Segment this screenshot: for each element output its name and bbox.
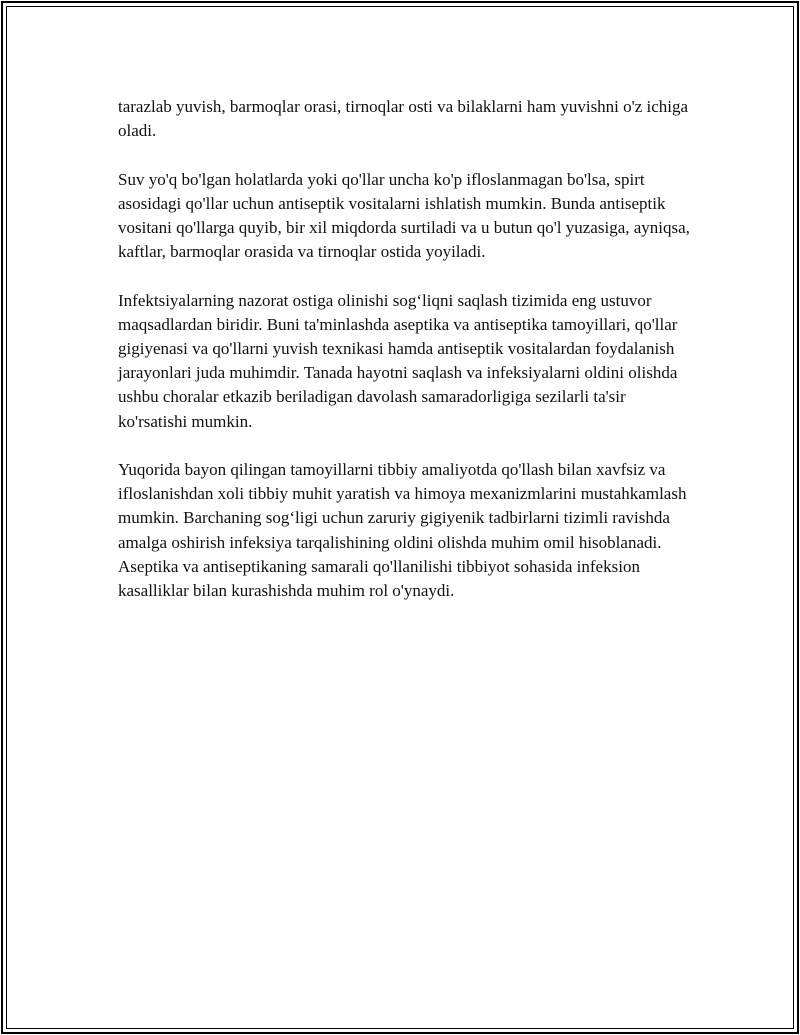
paragraph-handwashing-continuation: tarazlab yuvish, barmoqlar orasi, tirnoqlar osti va bilaklarni ham yuvishni o'z ichiga oladi.	[118, 97, 689, 141]
paragraph-conclusion: Yuqorida bayon qilingan tamoyillarni tibbiy amaliyotda qo'llash bilan xavfsiz va ifloslanishdan xoli tibbiy muhit yaratish va himoya mexanizmlarini mustahkamlash mumkin. Barchaning sog‘ligi uchun zaruriy gigiyenik tadbirlarni tizimli ravishda amalga oshirish infeksiya tarqalishining oldini olishda muhim omil hisoblanadi. Aseptika va antiseptikaning samarali qo'llanilishi tibbiyot sohasida infeksion kasalliklar bilan kurashishda muhim rol o'ynaydi.	[118, 460, 687, 601]
paragraph-infection-control: Infektsiyalarning nazorat ostiga olinishi sog‘liqni saqlash tizimida eng ustuvor maqsadlardan biridir. Buni ta'minlashda aseptika va antiseptika tamoyillari, qo'llar gigiyenasi va qo'llarni yuvish texnikasi hamda antiseptik vositalardan foydalanish jarayonlari juda muhimdir. Tanada hayotni saqlash va infeksiyalarni oldini olishda ushbu choralar etkazib beriladigan davolash samaradorligiga sezilarli ta'sir ko'rsatishi mumkin.	[118, 290, 678, 431]
document-body	[118, 95, 690, 627]
paragraph-alcohol-antiseptic: Suv yo'q bo'lgan holatlarda yoki qo'llar uncha ko'p ifloslanmagan bo'lsa, spirt asosidagi qo'llar uchun antiseptik vositalarni ishlatish mumkin. Bunda antiseptik vositani qo'llarga quyib, bir xil miqdorda surtiladi va u butun qo'l yuzasiga, ayniqsa, kaftlar, barmoqlar orasida va tirnoqlar ostida yoyiladi.	[118, 169, 690, 262]
